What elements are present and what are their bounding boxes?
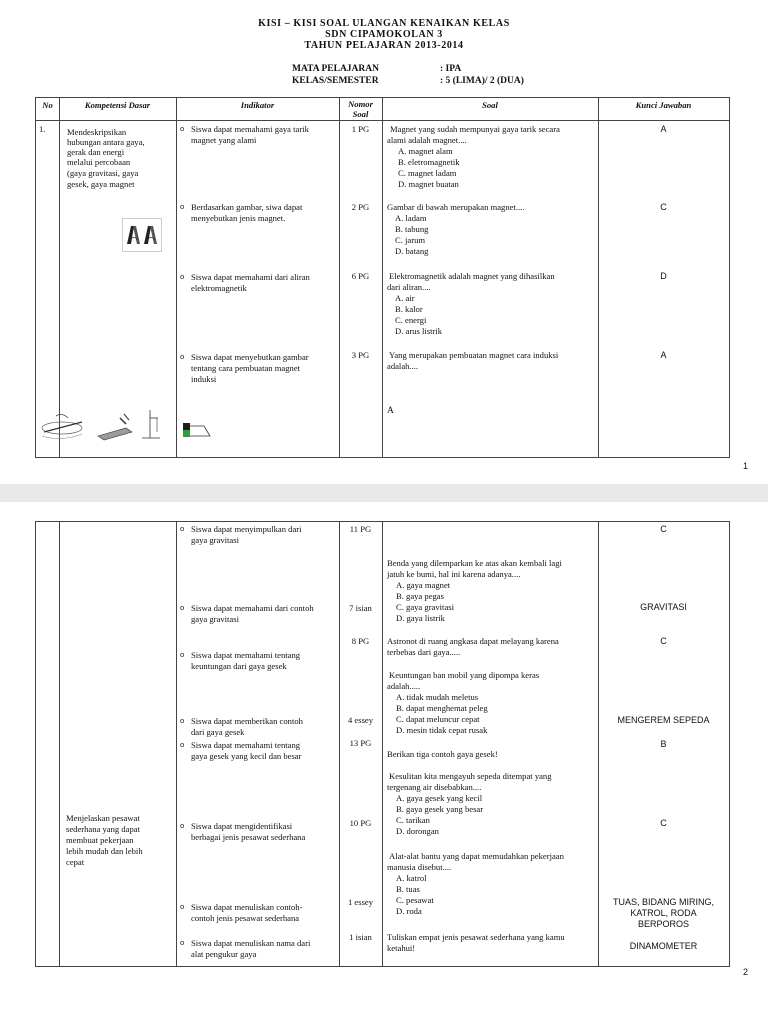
answer-key: BERPOROS bbox=[637, 919, 689, 929]
question-number: 2 PG bbox=[351, 202, 370, 212]
subject-label: MATA PELAJARAN bbox=[292, 64, 379, 74]
indicator-line: contoh jenis pesawat sederhana bbox=[191, 913, 300, 923]
bullet-icon: o bbox=[180, 125, 185, 133]
indicator-line: Siswa dapat memahami dari contoh bbox=[191, 603, 314, 613]
answer-key: GRAVITASI bbox=[640, 602, 687, 612]
option-line: D. arus listrik bbox=[395, 326, 443, 336]
option-line: B. dapat menghemat peleg bbox=[396, 703, 488, 713]
indicator-line: magnet yang alami bbox=[191, 135, 257, 145]
question-line: Benda yang dilemparkan ke atas akan kembali lagi bbox=[387, 558, 562, 568]
option-line: B. gaya pegas bbox=[396, 591, 444, 601]
question-line: Magnet yang sudah mempunyai gaya tarik secara bbox=[390, 124, 560, 134]
option-line: D. dorongan bbox=[396, 826, 439, 836]
question-number: 10 PG bbox=[349, 818, 372, 828]
indicator-line: gaya gesek yang kecil dan besar bbox=[191, 751, 302, 761]
option-line: B. tuas bbox=[396, 884, 420, 894]
indicator-line: alat pengukur gaya bbox=[191, 949, 257, 959]
bullet-icon: o bbox=[180, 741, 185, 749]
battery-coil-figure bbox=[182, 420, 212, 440]
indicator-line: elektromagnetik bbox=[191, 283, 247, 293]
option-line: B. kalor bbox=[395, 304, 423, 314]
bullet-icon: o bbox=[180, 353, 185, 361]
kd-line: gerak dan energi bbox=[67, 147, 125, 157]
indicator-line: Siswa dapat menuliskan contoh- bbox=[191, 902, 303, 912]
question-number: 1 isian bbox=[349, 932, 372, 942]
option-line: D. magnet buatan bbox=[398, 179, 459, 189]
option-line: C. magnet ladam bbox=[398, 168, 457, 178]
indicator-line: Siswa dapat memahami tentang bbox=[191, 650, 301, 660]
question-line: manusia disebut.... bbox=[387, 862, 452, 872]
answer-key: KATROL, RODA bbox=[630, 908, 697, 918]
question-line: Astronot di ruang angkasa dapat melayang karena bbox=[387, 636, 559, 646]
question-number: 7 isian bbox=[349, 603, 372, 613]
subject-value: : IPA bbox=[440, 64, 462, 74]
answer-key: C bbox=[660, 818, 667, 828]
question-line: Alat-alat bantu yang dapat memudahkan pekerjaan bbox=[389, 851, 564, 861]
question-line: Gambar di bawah merupakan magnet.... bbox=[387, 202, 525, 212]
question-line: Kesulitan kita mengayuh sepeda ditempat yang bbox=[389, 771, 552, 781]
class-label: KELAS/SEMESTER bbox=[292, 76, 379, 86]
question-number: 13 PG bbox=[349, 738, 372, 748]
school-name: SDN CIPAMOKOLAN 3 bbox=[325, 29, 443, 40]
question-line: adalah..... bbox=[387, 681, 421, 691]
indicator-line: berbagai jenis pesawat sederhana bbox=[191, 832, 306, 842]
answer-key: MENGEREM SEPEDA bbox=[617, 715, 710, 725]
col-kunci: Kunci Jawaban bbox=[635, 100, 692, 110]
bullet-icon: o bbox=[180, 525, 185, 533]
bullet-icon: o bbox=[180, 717, 185, 725]
indicator-line: gaya gravitasi bbox=[191, 614, 239, 624]
col-soal: Soal bbox=[482, 100, 498, 110]
question-line: Yang merupakan pembuatan magnet cara induksi bbox=[389, 350, 559, 360]
answer-key: C bbox=[660, 202, 667, 212]
option-line: C. pesawat bbox=[396, 895, 434, 905]
answer-key: A bbox=[660, 124, 667, 134]
kd-line: sederhana yang dapat bbox=[66, 824, 140, 834]
option-line: C. energi bbox=[395, 315, 427, 325]
indicator-line: induksi bbox=[191, 374, 217, 384]
class-value: : 5 (LIMA)/ 2 (DUA) bbox=[440, 76, 524, 86]
indicator-line: Siswa dapat memahami tentang bbox=[191, 740, 301, 750]
grid-table-2 bbox=[35, 521, 730, 967]
answer-key: DINAMOMETER bbox=[629, 941, 698, 951]
question-line: adalah.... bbox=[387, 361, 419, 371]
bullet-icon: o bbox=[180, 604, 185, 612]
question-line: Tuliskan empat jenis pesawat sederhana yang kamu bbox=[387, 932, 565, 942]
indicator-line: tentang cara pembuatan magnet bbox=[191, 363, 301, 373]
answer-key: D bbox=[660, 271, 667, 281]
indicator-line: keuntungan dari gaya gesek bbox=[191, 661, 287, 671]
question-number: 3 PG bbox=[351, 350, 370, 360]
bullet-icon: o bbox=[180, 822, 185, 830]
option-line: D. gaya listrik bbox=[396, 613, 445, 623]
question-number: 8 PG bbox=[351, 636, 370, 646]
bullet-icon: o bbox=[180, 939, 185, 947]
indicator-line: menyebutkan jenis magnet. bbox=[191, 213, 286, 223]
option-line: C. jarum bbox=[395, 235, 426, 245]
question-number: 11 PG bbox=[349, 524, 372, 534]
bullet-icon: o bbox=[180, 273, 185, 281]
question-line: dari aliran.... bbox=[387, 282, 431, 292]
stroking-magnet-figure bbox=[38, 410, 88, 442]
kd-line: gesek, gaya magnet bbox=[67, 179, 135, 189]
option-line: D. roda bbox=[396, 906, 422, 916]
indicator-line: Siswa dapat menuliskan nama dari bbox=[191, 938, 311, 948]
question-line: jatuh ke bumi, hal ini karena adanya.... bbox=[387, 569, 521, 579]
option-line: A. ladam bbox=[395, 213, 427, 223]
question-number: 1 essey bbox=[347, 897, 374, 907]
answer-key: TUAS, BIDANG MIRING, bbox=[612, 897, 714, 907]
question-number: 1 PG bbox=[351, 124, 370, 134]
option-line: A. magnet alam bbox=[398, 146, 453, 156]
option-line: A. air bbox=[395, 293, 415, 303]
question-line: ketahui! bbox=[387, 943, 416, 953]
option-line: C. tarikan bbox=[396, 815, 430, 825]
stand-figure bbox=[140, 408, 162, 440]
question-number: 4 essey bbox=[347, 715, 374, 725]
col-nomor-soal: Soal bbox=[352, 109, 369, 119]
indicator-line: Siswa dapat menyimpulkan dari bbox=[191, 524, 302, 534]
question-line: terbebas dari gaya..... bbox=[387, 647, 461, 657]
answer-key: B bbox=[660, 739, 667, 749]
kd-line: lebih mudah dan lebih bbox=[66, 846, 143, 856]
question-line: alami adalah magnet.... bbox=[387, 135, 467, 145]
option-line: A. gaya gesek yang kecil bbox=[396, 793, 483, 803]
kd-line: cepat bbox=[66, 857, 85, 867]
kd-line: Mendeskripsikan bbox=[67, 127, 127, 137]
option-line: C. gaya gravitasi bbox=[396, 602, 454, 612]
indicator-line: Siswa dapat memahami gaya tarik bbox=[191, 124, 309, 134]
question-line: Elektromagnetik adalah magnet yang dihasilkan bbox=[389, 271, 555, 281]
indicator-line: Siswa dapat menyebutkan gambar bbox=[191, 352, 309, 362]
bar-magnet-figure bbox=[96, 410, 134, 442]
option-line: D. batang bbox=[395, 246, 429, 256]
option-line: D. mesin tidak cepat rusak bbox=[396, 725, 488, 735]
option-line: A. katrol bbox=[396, 873, 427, 883]
option-line: B. tabung bbox=[395, 224, 429, 234]
option-line: C. dapat meluncur cepat bbox=[396, 714, 480, 724]
bullet-icon: o bbox=[180, 903, 185, 911]
indicator-line: dari gaya gesek bbox=[191, 727, 245, 737]
grid-table-1 bbox=[35, 97, 730, 458]
col-nomor: Nomor bbox=[348, 99, 373, 109]
indicator-line: Siswa dapat mengidentifikasi bbox=[191, 821, 293, 831]
question-line: tergenang air disebabkan.... bbox=[387, 782, 482, 792]
question-number: 6 PG bbox=[351, 271, 370, 281]
kd-line: (gaya gravitasi, gaya bbox=[67, 168, 139, 178]
option-line: B. gaya gesek yang besar bbox=[396, 804, 484, 814]
page-1 bbox=[0, 0, 768, 484]
option-line: A. gaya magnet bbox=[396, 580, 451, 590]
question-line: Berikan tiga contoh gaya gesek! bbox=[387, 749, 498, 759]
page-2 bbox=[0, 502, 768, 1024]
question-line: Keuntungan ban mobil yang dipompa keras bbox=[389, 670, 540, 680]
row-number: 1. bbox=[39, 124, 46, 134]
col-kompetensi: Kompetensi Dasar bbox=[84, 100, 151, 110]
answer-key: A bbox=[660, 350, 667, 360]
horseshoe-magnet-figure bbox=[122, 218, 162, 252]
option-line: A bbox=[387, 406, 394, 416]
col-no: No bbox=[42, 100, 53, 110]
col-indikator: Indikator bbox=[240, 100, 275, 110]
indicator-line: gaya gravitasi bbox=[191, 535, 239, 545]
school-year: TAHUN PELAJARAN 2013-2014 bbox=[304, 40, 464, 51]
option-line: A. tidak mudah meletus bbox=[396, 692, 479, 702]
answer-key: C bbox=[660, 636, 667, 646]
kd-line: Menjelaskan pesawat bbox=[66, 813, 140, 823]
kd-line: membuat pekerjaan bbox=[66, 835, 134, 845]
indicator-line: Siswa dapat memberikan contoh bbox=[191, 716, 303, 726]
bullet-icon: o bbox=[180, 203, 185, 211]
page-number: 1 bbox=[743, 461, 749, 471]
option-line: B. eletromagnetik bbox=[398, 157, 460, 167]
indicator-line: Siswa dapat memahami dari aliran bbox=[191, 272, 310, 282]
doc-title: KISI – KISI SOAL ULANGAN KENAIKAN KELAS bbox=[258, 18, 510, 29]
page-number: 2 bbox=[743, 967, 749, 977]
answer-key: C bbox=[660, 524, 667, 534]
bullet-icon: o bbox=[180, 651, 185, 659]
kd-line: hubungan antara gaya, bbox=[67, 137, 145, 147]
kd-line: melalui percobaan bbox=[67, 157, 131, 167]
indicator-line: Berdasarkan gambar, siwa dapat bbox=[191, 202, 303, 212]
